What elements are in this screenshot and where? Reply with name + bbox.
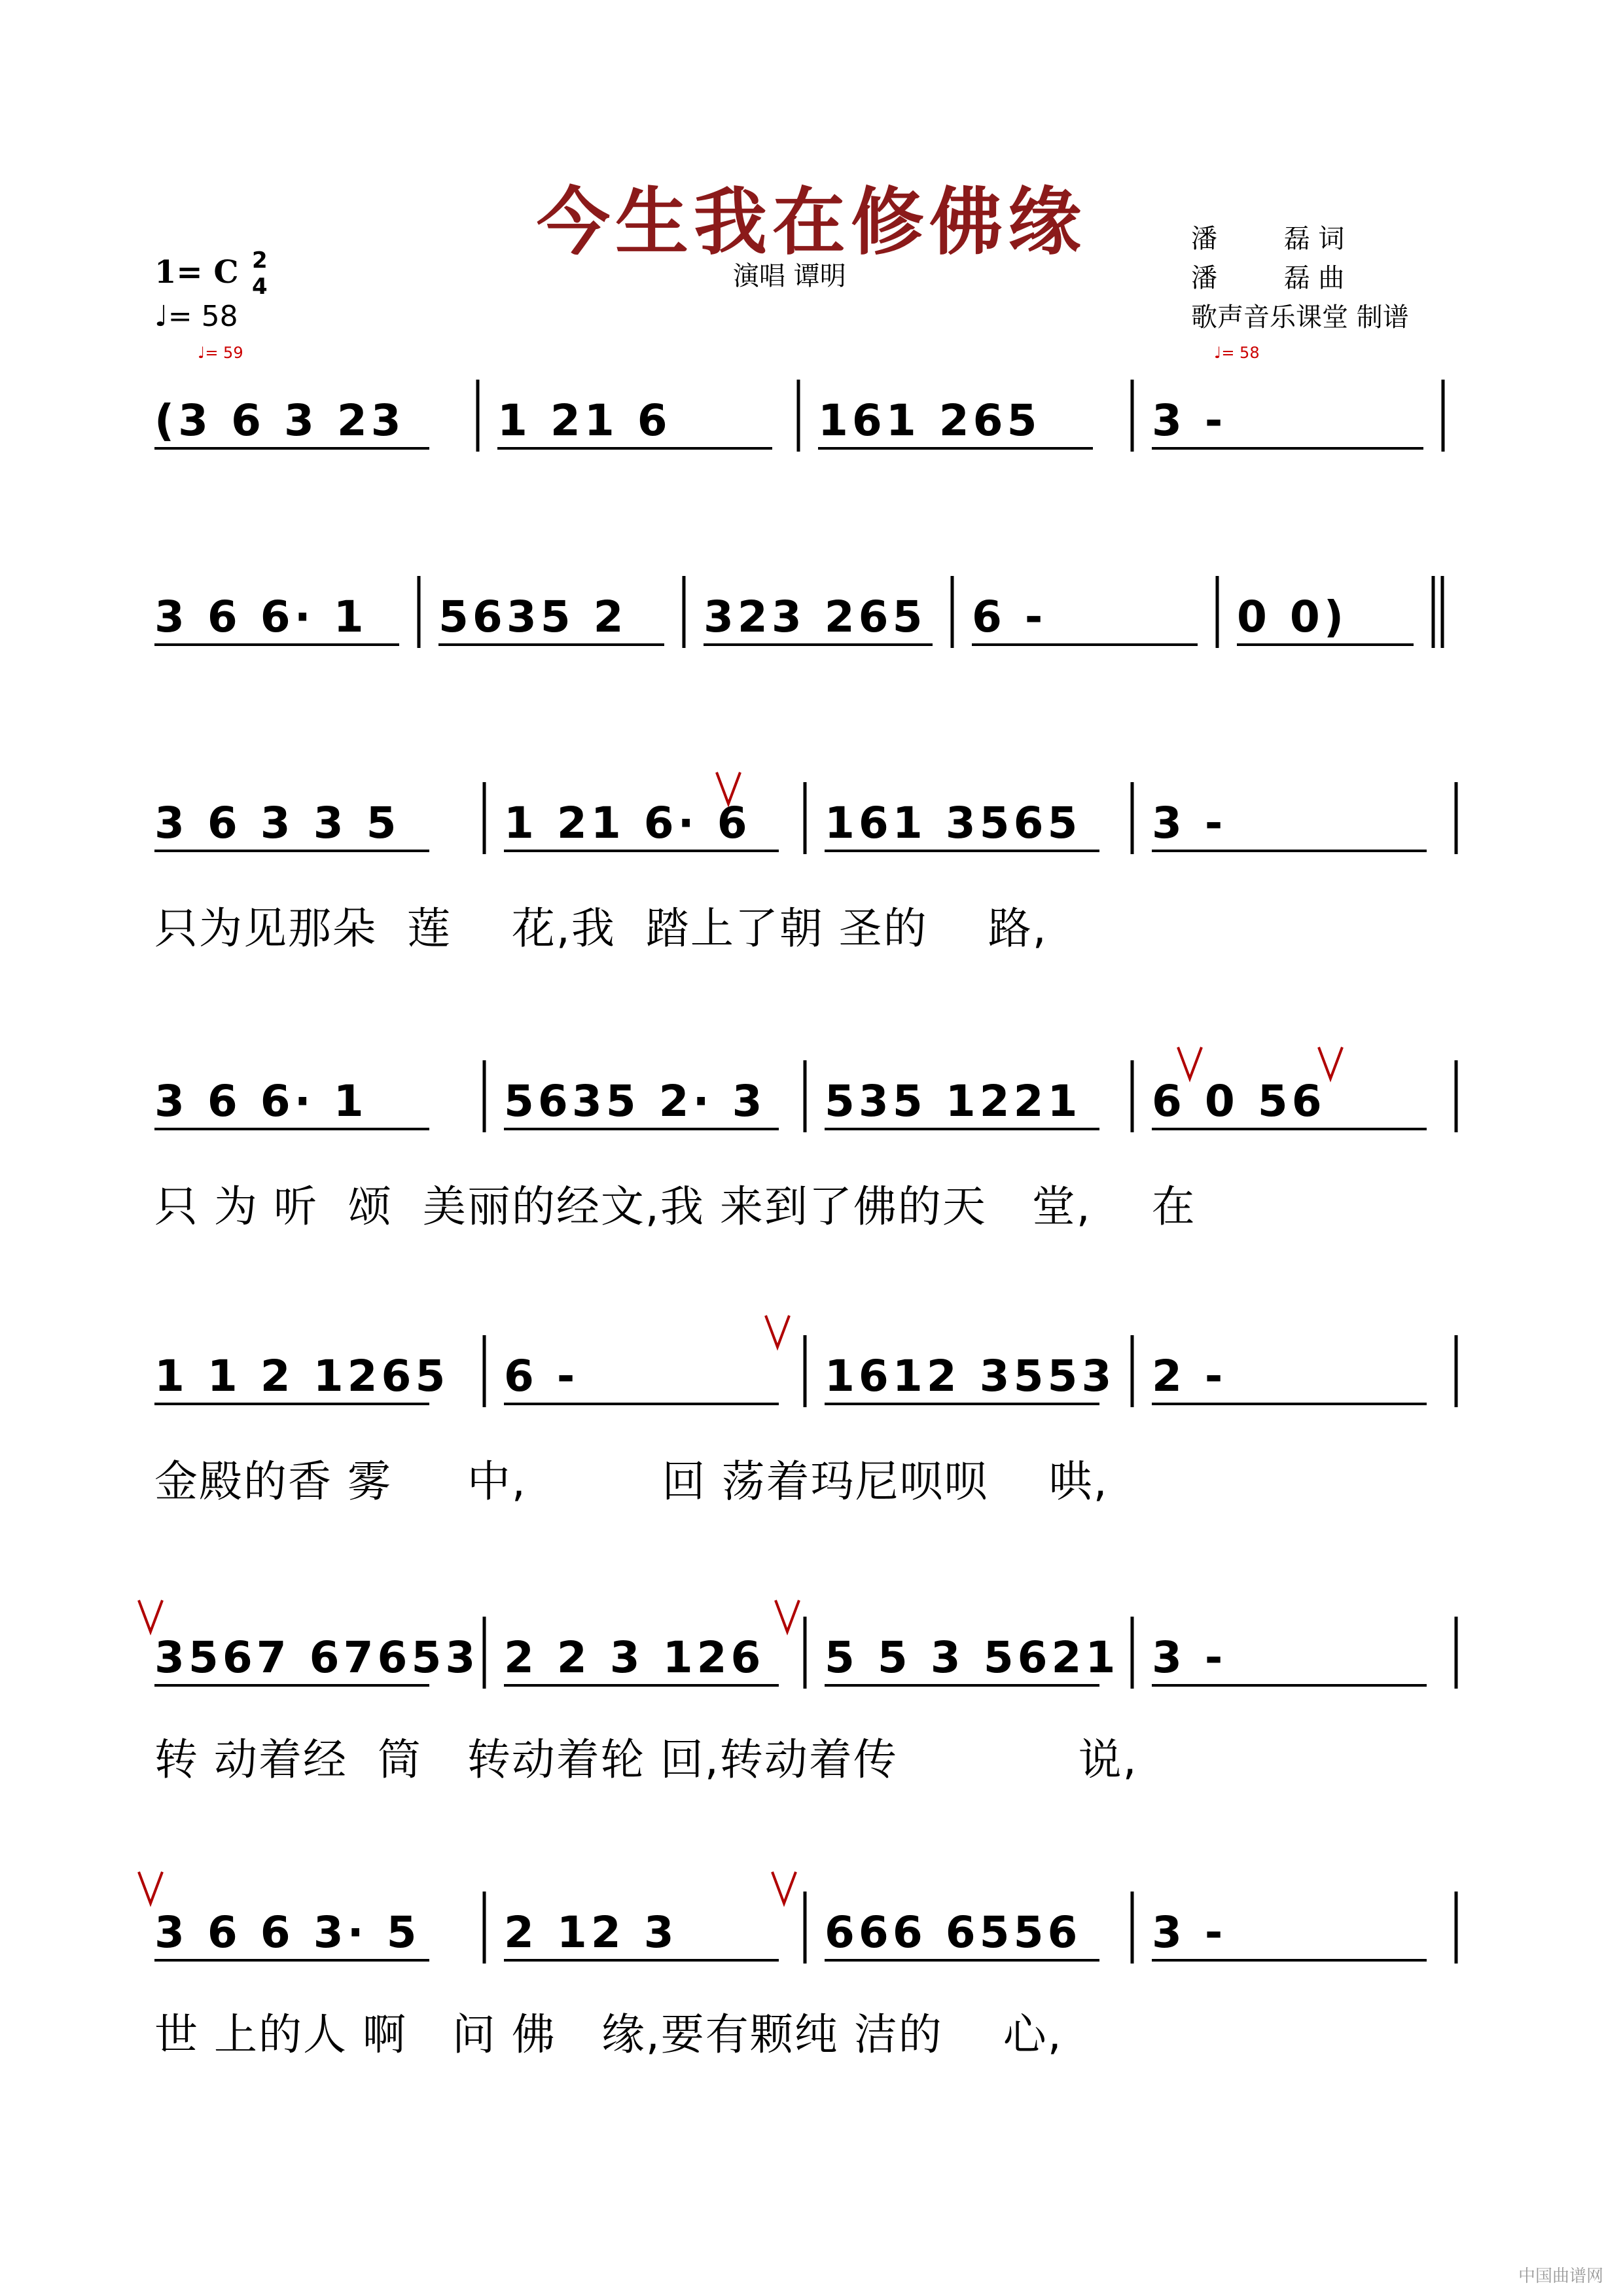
breath-mark-icon (772, 1872, 796, 1903)
lyrics-line-5: 金殿的香 雾 中, 回 荡着玛尼呗呗 哄, (154, 1456, 1109, 1507)
measure-notes: 3 - (1152, 798, 1227, 848)
time-signature-bottom: 4 (252, 274, 268, 300)
measure-notes: 5635 2· 3 (504, 1076, 766, 1126)
transcriber-credit: 歌声音乐课堂 制谱 (1191, 302, 1409, 332)
measure-notes: 3 6 3 3 5 (154, 798, 401, 848)
watermark: 中国曲谱网 (1518, 2267, 1603, 2286)
measure-notes: 5635 2 (438, 592, 628, 642)
measure-notes: 6 - (972, 592, 1047, 642)
measure-notes: 3 6 6· 1 (154, 1076, 368, 1126)
lyrics-line-3: 只为见那朵 莲 花,我 踏上了朝 圣的 路, (154, 903, 1048, 954)
measure-notes: 3 - (1152, 1907, 1227, 1958)
lyrics-line-7: 世 上的人 啊 问 佛 缘,要有颗纯 洁的 心, (154, 2009, 1063, 2060)
breath-mark-icon (139, 1600, 162, 1632)
tempo-marking: ♩= 58 (154, 300, 238, 333)
measure-notes: 1 21 6· 6 (504, 798, 751, 848)
measure-notes: 161 265 (818, 395, 1041, 446)
measure-notes: 3 - (1152, 395, 1227, 446)
measure-notes: 3 6 6· 1 (154, 592, 368, 642)
measure-notes: 1 1 2 1265 (154, 1351, 450, 1401)
song-title: 今生我在修佛缘 (537, 179, 1086, 265)
measure-notes: 5 5 3 5621 (825, 1632, 1120, 1683)
measure-notes: 1 21 6 (497, 395, 671, 446)
tempo-mark-59: ♩= 59 (198, 344, 243, 362)
time-signature-top: 2 (252, 247, 268, 274)
measure-notes: 3 6 6 3· 5 (154, 1907, 421, 1958)
singer-credit: 演唱 谭明 (733, 261, 846, 291)
breath-mark-icon (766, 1316, 789, 1347)
lyrics-line-6: 转 动着经 筒 转动着轮 回,转动着传 说, (154, 1734, 1138, 1785)
measure-notes: 2 - (1152, 1351, 1227, 1401)
measure-notes: 535 1221 (825, 1076, 1082, 1126)
breath-mark-icon (139, 1872, 162, 1903)
measure-notes: 6 0 56 (1152, 1076, 1326, 1126)
measure-notes: 3567 67653 (154, 1632, 480, 1683)
measure-notes: (3 6 3 23 (154, 395, 405, 446)
measure-notes: 0 0) (1237, 592, 1347, 642)
lyricist-credit: 潘 磊 词 (1191, 224, 1345, 254)
measure-notes: 666 6556 (825, 1907, 1082, 1958)
lyrics-line-4: 只 为 听 颂 美丽的经文,我 来到了佛的天 堂, 在 (154, 1181, 1196, 1232)
measure-notes: 1612 3553 (825, 1351, 1116, 1401)
measure-notes: 3 - (1152, 1632, 1227, 1683)
measure-notes: 161 3565 (825, 798, 1082, 848)
breath-mark-icon (1178, 1047, 1202, 1079)
key-signature: 1= C (154, 254, 239, 291)
measure-notes: 2 2 3 126 (504, 1632, 765, 1683)
measure-notes: 323 265 (704, 592, 927, 642)
measure-notes: 6 - (504, 1351, 579, 1401)
composer-credit: 潘 磊 曲 (1191, 263, 1345, 293)
tempo-mark-58: ♩= 58 (1214, 344, 1260, 362)
breath-mark-icon (1319, 1047, 1342, 1079)
breath-mark-icon (776, 1600, 799, 1632)
measure-notes: 2 12 3 (504, 1907, 678, 1958)
